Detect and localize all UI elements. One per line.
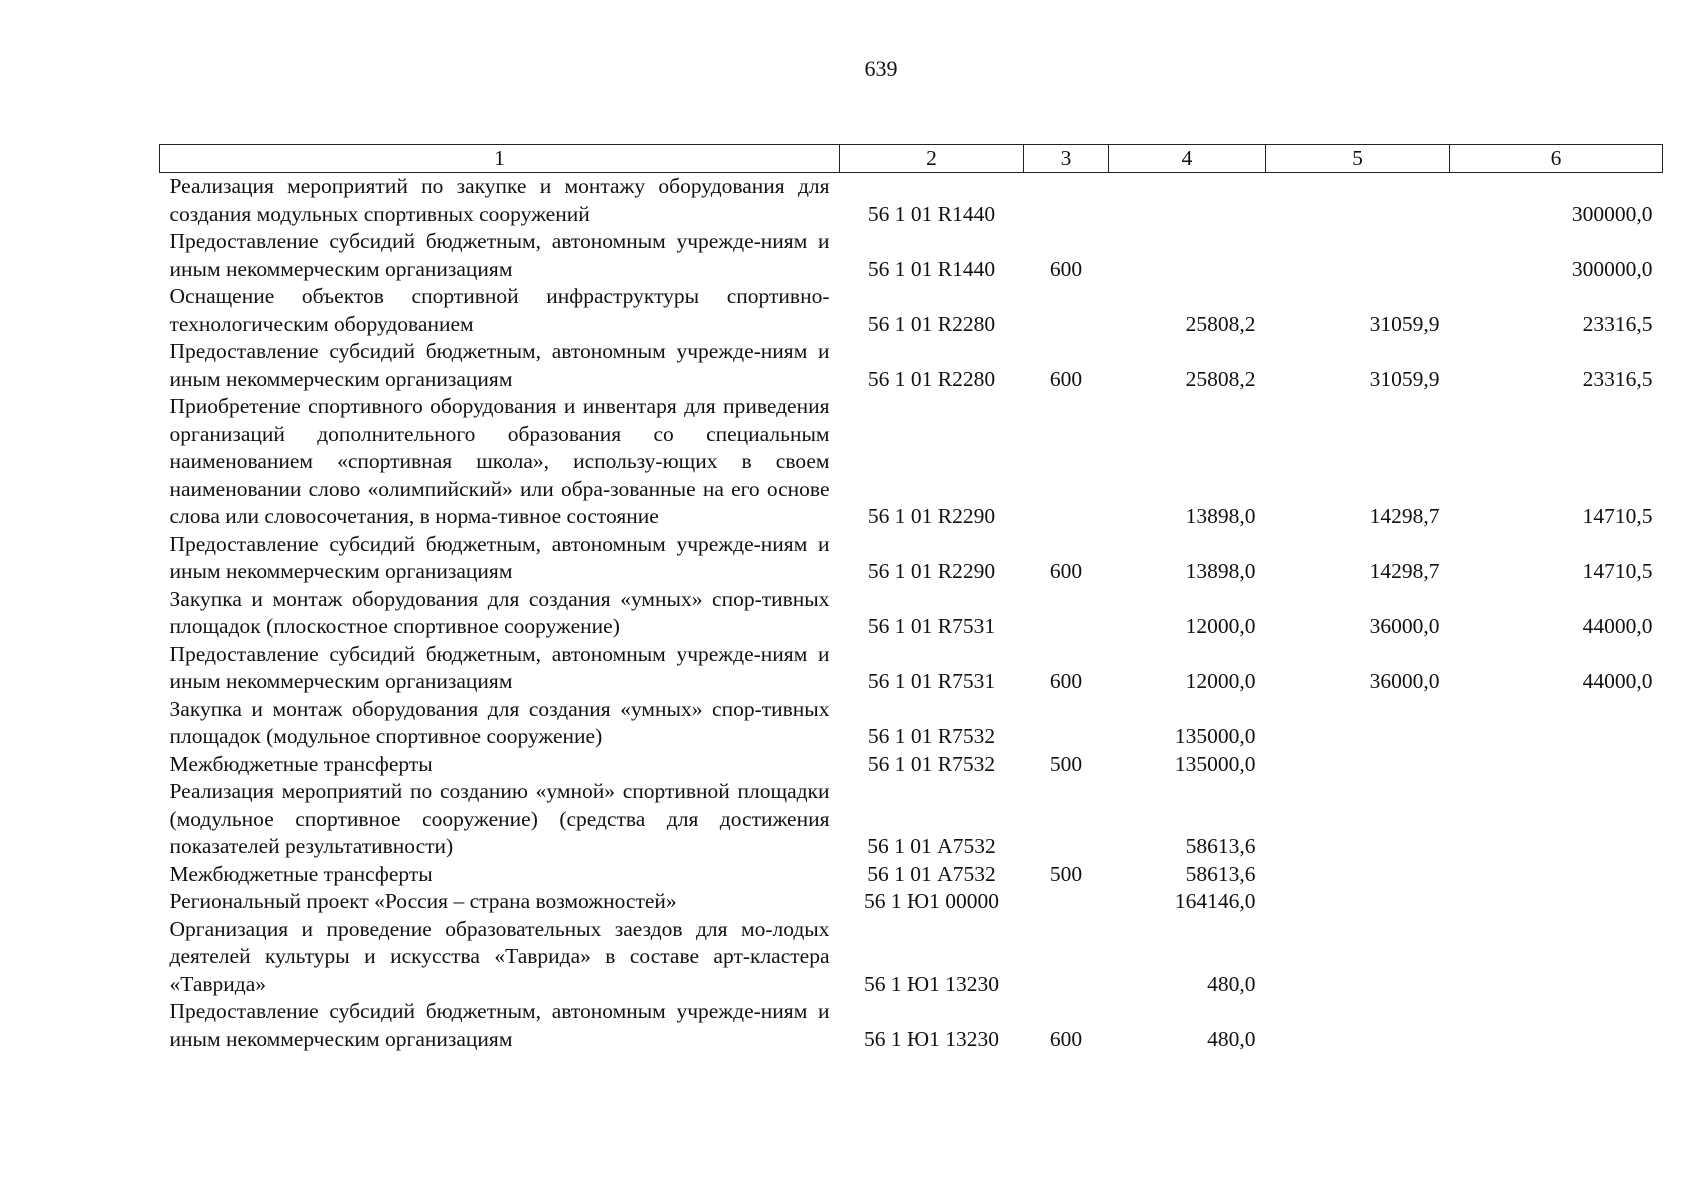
row-expense-type-cell: 600 (1049, 1026, 1083, 1051)
table-row (160, 531, 1663, 586)
row-value-2022-cell (1266, 778, 1450, 861)
column-header: 3 (1024, 145, 1109, 173)
row-value-2023-cell (1450, 888, 1663, 916)
row-name-cell: Предоставление субсидий бюджетным, автономным учрежде-ниям и иным некоммерческим организациям (169, 339, 830, 391)
row-expense-type-cell: 600 (1049, 669, 1083, 693)
row-value-2021-cell: 13898,0 (1185, 559, 1256, 583)
table-header-row (160, 145, 1663, 173)
row-value-2021-cell: 164146,0 (1174, 889, 1256, 913)
row-name-cell: Межбюджетные трансферты (169, 861, 433, 886)
column-header: 2 (840, 145, 1024, 173)
row-code-cell: 56 1 01 R1440 (867, 256, 996, 281)
row-value-2021-cell: 135000,0 (1174, 751, 1256, 776)
row-name-cell: Реализация мероприятий по закупке и монтажу оборудования для создания модульных спортивных сооружений (169, 174, 830, 226)
row-value-2021-cell: 135000,0 (1174, 724, 1256, 748)
row-value-2022-cell: 31059,9 (1369, 366, 1440, 391)
row-value-2023-cell (1450, 751, 1663, 779)
row-code-cell: 56 1 01 R2290 (867, 559, 996, 583)
row-value-2023-cell: 44000,0 (1582, 669, 1653, 693)
row-code-cell: 56 1 01 R7532 (867, 724, 996, 748)
table-row (160, 751, 1663, 779)
row-code-cell: 56 1 01 R2290 (867, 504, 996, 528)
row-value-2021-cell (1109, 228, 1266, 283)
table-row (160, 586, 1663, 641)
row-expense-type-cell: 500 (1049, 751, 1083, 776)
row-name-cell: Региональный проект «Россия – страна возможностей» (169, 889, 677, 913)
row-expense-type-cell (1024, 888, 1109, 916)
row-value-2022-cell (1266, 696, 1450, 751)
row-value-2023-cell (1450, 916, 1663, 999)
row-value-2021-cell: 12000,0 (1185, 669, 1256, 693)
row-code-cell: 56 1 01 R7532 (867, 751, 996, 776)
table-row (160, 861, 1663, 889)
table-row (160, 696, 1663, 751)
row-value-2023-cell: 23316,5 (1582, 311, 1653, 336)
row-value-2022-cell (1266, 751, 1450, 779)
table-body (160, 173, 1663, 1054)
row-name-cell: Закупка и монтаж оборудования для создания «умных» спор-тивных площадок (модульное спортивное сооружение) (169, 696, 830, 748)
row-name-cell: Приобретение спортивного оборудования и инвентаря для приведения организаций дополнительного образования со специальным наименованием «спортивная школа», использу-ющих в своем наименовании слово «олимпийский» или обра-зованные на его основе слова или словосочетания, в норма-тивное состояние (169, 394, 830, 528)
row-value-2022-cell: 36000,0 (1369, 669, 1440, 693)
row-expense-type-cell: 600 (1049, 366, 1083, 391)
row-value-2021-cell: 58613,6 (1185, 834, 1256, 858)
row-value-2023-cell (1450, 998, 1663, 1053)
row-value-2022-cell (1266, 888, 1450, 916)
table-row (160, 916, 1663, 999)
row-value-2022-cell (1266, 228, 1450, 283)
row-name-cell: Реализация мероприятий по созданию «умной» спортивной площадки (модульное спортивное сооружение) (средства для достижения показателей результативности) (169, 779, 830, 858)
row-code-cell: 56 1 01 А7532 (867, 834, 996, 858)
table-row (160, 228, 1663, 283)
row-name-cell: Организация и проведение образовательных заездов для мо-лодых деятелей культуры и искусства «Таврида» в составе арт-кластера «Таврида» (169, 916, 830, 996)
row-value-2021-cell: 12000,0 (1185, 614, 1256, 638)
page-number: 639 (864, 56, 898, 81)
row-code-cell: 56 1 01 R1440 (867, 201, 996, 226)
table-row (160, 998, 1663, 1053)
table-row (160, 778, 1663, 861)
row-expense-type-cell (1024, 778, 1109, 861)
row-expense-type-cell: 500 (1049, 861, 1083, 886)
row-name-cell: Предоставление субсидий бюджетным, автономным учрежде-ниям и иным некоммерческим организациям (169, 531, 830, 583)
row-value-2023-cell (1450, 696, 1663, 751)
row-value-2021-cell: 58613,6 (1185, 861, 1256, 886)
row-expense-type-cell: 600 (1049, 256, 1083, 281)
row-name-cell: Оснащение объектов спортивной инфраструктуры спортивно-технологическим оборудованием (169, 284, 830, 336)
row-name-cell: Межбюджетные трансферты (169, 751, 433, 776)
column-header: 6 (1450, 145, 1663, 173)
column-header: 4 (1109, 145, 1266, 173)
row-value-2023-cell: 300000,0 (1571, 201, 1653, 226)
row-value-2022-cell: 14298,7 (1369, 504, 1440, 528)
row-value-2023-cell: 300000,0 (1571, 256, 1653, 281)
row-value-2021-cell: 25808,2 (1185, 311, 1256, 336)
budget-table (159, 144, 1663, 1053)
row-value-2022-cell: 36000,0 (1369, 614, 1440, 638)
table-row (160, 338, 1663, 393)
row-expense-type-cell (1024, 283, 1109, 338)
row-value-2022-cell: 14298,7 (1369, 559, 1440, 583)
row-code-cell: 56 1 01 А7532 (867, 861, 996, 886)
row-code-cell: 56 1 Ю1 00000 (864, 889, 999, 913)
row-value-2021-cell: 480,0 (1207, 971, 1256, 996)
row-name-cell: Предоставление субсидий бюджетным, автономным учрежде-ниям и иным некоммерческим организациям (169, 641, 830, 693)
row-value-2022-cell (1266, 861, 1450, 889)
row-value-2021-cell: 480,0 (1207, 1026, 1256, 1051)
table-row (160, 173, 1663, 229)
row-code-cell: 56 1 01 R7531 (867, 669, 996, 693)
row-code-cell: 56 1 01 R2280 (867, 366, 996, 391)
row-value-2023-cell: 14710,5 (1582, 504, 1653, 528)
row-value-2023-cell: 44000,0 (1582, 614, 1653, 638)
row-expense-type-cell (1024, 696, 1109, 751)
row-value-2021-cell: 25808,2 (1185, 366, 1256, 391)
table-row (160, 641, 1663, 696)
row-code-cell: 56 1 01 R2280 (867, 311, 996, 336)
row-expense-type-cell: 600 (1049, 559, 1083, 583)
row-expense-type-cell (1024, 393, 1109, 531)
column-header: 1 (160, 145, 840, 173)
row-value-2023-cell (1450, 778, 1663, 861)
row-value-2023-cell: 23316,5 (1582, 366, 1653, 391)
row-value-2022-cell (1266, 998, 1450, 1053)
row-name-cell: Предоставление субсидий бюджетным, автономным учрежде-ниям и иным некоммерческим организациям (169, 999, 830, 1051)
row-code-cell: 56 1 01 R7531 (867, 614, 996, 638)
row-value-2022-cell (1266, 916, 1450, 999)
row-value-2022-cell (1266, 173, 1450, 229)
row-value-2022-cell: 31059,9 (1369, 311, 1440, 336)
row-expense-type-cell (1024, 173, 1109, 229)
column-header: 5 (1266, 145, 1450, 173)
row-code-cell: 56 1 Ю1 13230 (864, 1026, 999, 1051)
row-value-2021-cell: 13898,0 (1185, 504, 1256, 528)
table-row (160, 393, 1663, 531)
table-row (160, 283, 1663, 338)
row-value-2021-cell (1109, 173, 1266, 229)
table-row (160, 888, 1663, 916)
row-value-2023-cell (1450, 861, 1663, 889)
row-expense-type-cell (1024, 916, 1109, 999)
row-code-cell: 56 1 Ю1 13230 (864, 971, 999, 996)
row-name-cell: Закупка и монтаж оборудования для создания «умных» спор-тивных площадок (плоскостное спортивное сооружение) (169, 586, 830, 638)
row-expense-type-cell (1024, 586, 1109, 641)
row-name-cell: Предоставление субсидий бюджетным, автономным учрежде-ниям и иным некоммерческим организациям (169, 229, 830, 281)
row-value-2023-cell: 14710,5 (1582, 559, 1653, 583)
